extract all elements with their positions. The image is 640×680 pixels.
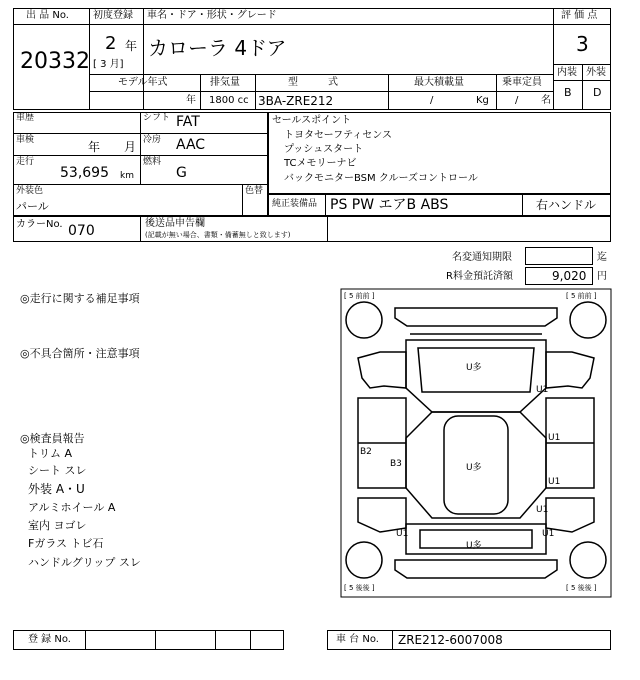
fuel-label: 燃料 [143, 157, 162, 167]
mark-trunk: U多 [466, 541, 482, 551]
mark-rr-fender-2: U1 [542, 529, 555, 539]
name-change-label: 名変通知期限 [452, 252, 512, 263]
color-label: 外装色 [16, 186, 44, 196]
mark-lf-door-b3: B3 [390, 459, 402, 469]
year-unit: 年 [125, 39, 138, 53]
capacity-unit: 名 [541, 95, 551, 106]
shift-value: FAT [176, 114, 200, 130]
driving-remarks-label: ◎走行に関する補足事項 [20, 292, 140, 305]
mark-rr-fender: U1 [536, 505, 549, 515]
aftermarket-label: 後送品申告欄 [145, 218, 205, 229]
sales-point-item: バックモニターBSM クルーズコントロール [284, 173, 478, 184]
ac-value: AAC [176, 137, 206, 153]
score: 3 [576, 32, 589, 56]
first-reg-label: 初度登録 [93, 10, 133, 21]
mileage-unit: km [120, 171, 134, 181]
shift-label: シフト [143, 113, 171, 123]
steering-value: 右ハンドル [536, 198, 597, 212]
tire-label: [ 5 後後 ] [566, 584, 597, 592]
damage-diagram [340, 288, 612, 598]
inspection-label: 車検 [16, 135, 35, 145]
genuine-items: PS PW エアB ABS [330, 197, 449, 213]
recycle-value: 9,020 [552, 269, 587, 283]
tire-label: [ 5 前前 ] [344, 292, 375, 300]
tire-label: [ 5 後後 ] [344, 584, 375, 592]
inspector-line: アルミホイール A [28, 501, 116, 514]
exterior-grade: D [593, 86, 602, 99]
inspector-line: Fガラス トビ石 [28, 537, 104, 550]
recycle-unit: 円 [597, 271, 607, 282]
genuine-label: 純正装備品 [272, 199, 318, 209]
capacity-label: 乗車定員 [502, 77, 542, 88]
chassis-label: 車 台 No. [336, 634, 379, 645]
lot-label: 出 品 No. [26, 10, 69, 21]
mileage-value: 53,695 [60, 165, 109, 181]
model-code: 3BA-ZRE212 [258, 94, 334, 108]
defect-remarks-label: ◎不具合箇所・注意事項 [20, 347, 140, 360]
front-right-wheel [570, 302, 606, 338]
model-label: 型 式 [288, 77, 338, 88]
inspector-line: シート スレ [28, 464, 87, 477]
mark-lf-door-b2: B2 [360, 447, 372, 457]
displacement-label: 排気量 [210, 77, 240, 88]
max-load-slash: / [430, 95, 434, 106]
first-reg-month: [ 3 月] [93, 59, 124, 70]
exterior-label: 外装 [586, 67, 606, 78]
aftermarket-note: (記載が無い場合、書類・備蓄無しと致します) [145, 231, 291, 239]
sales-points-label: セールスポイント [272, 115, 352, 126]
inspector-line: 外装 A・U [28, 482, 85, 496]
mileage-label: 走行 [16, 157, 35, 167]
displacement: 1800 cc [209, 95, 249, 106]
rear-right-wheel [570, 542, 606, 578]
interior-grade: B [564, 86, 572, 99]
color-no-value: 070 [68, 223, 95, 239]
first-reg-year: 2 [105, 33, 117, 54]
interior-label: 内装 [557, 67, 577, 78]
model-year-unit: 年 [186, 95, 196, 106]
color-value: パール [16, 200, 49, 213]
mark-rr-door: U1 [548, 477, 561, 487]
vehicle-name: カローラ 4ドア [148, 36, 287, 60]
history-label: 車歴 [16, 113, 35, 123]
chassis-no: ZRE212-6007008 [398, 633, 503, 647]
mark-lr-fender: U1 [396, 529, 409, 539]
fuel-value: G [176, 165, 187, 181]
mark-roof: U多 [466, 463, 482, 473]
max-load-unit: Kg [476, 95, 489, 106]
reg-no-label: 登 録 No. [28, 634, 71, 645]
inspection-month-unit: 月 [124, 140, 137, 154]
inspector-line: 室内 ヨゴレ [28, 519, 87, 532]
lot-number: 20332 [20, 49, 90, 74]
model-year-label: モデル年式 [118, 77, 168, 88]
name-change-unit: 迄 [597, 252, 607, 263]
max-load-label: 最大積載量 [414, 77, 464, 88]
mark-rf-door: U1 [548, 433, 561, 443]
name-change-box [525, 247, 593, 265]
color-no-label: カラーNo. [16, 219, 63, 230]
capacity-slash: / [515, 95, 519, 106]
inspection-year-unit: 年 [88, 140, 101, 154]
color-change-label: 色替 [245, 186, 264, 196]
inspector-line: ハンドルグリップ スレ [28, 556, 141, 569]
inspector-line: トリム A [28, 447, 73, 460]
sales-point-item: トヨタセーフティセンス [284, 130, 392, 141]
ac-label: 冷房 [143, 135, 162, 145]
color-no-box [13, 216, 611, 242]
tire-label: [ 5 前前 ] [566, 292, 597, 300]
vehicle-label: 車名・ドア・形状・グレード [147, 10, 277, 21]
recycle-label: R料金預託済額 [446, 271, 513, 282]
score-label: 評 価 点 [561, 10, 598, 21]
mark-hood: U多 [466, 363, 482, 373]
inspector-label: ◎検査員報告 [20, 432, 85, 445]
front-left-wheel [346, 302, 382, 338]
sales-point-item: TCメモリーナビ [284, 158, 357, 169]
rear-left-wheel [346, 542, 382, 578]
sales-point-item: プッシュスタート [284, 144, 364, 155]
mark-rf-fender: U1 [536, 385, 549, 395]
